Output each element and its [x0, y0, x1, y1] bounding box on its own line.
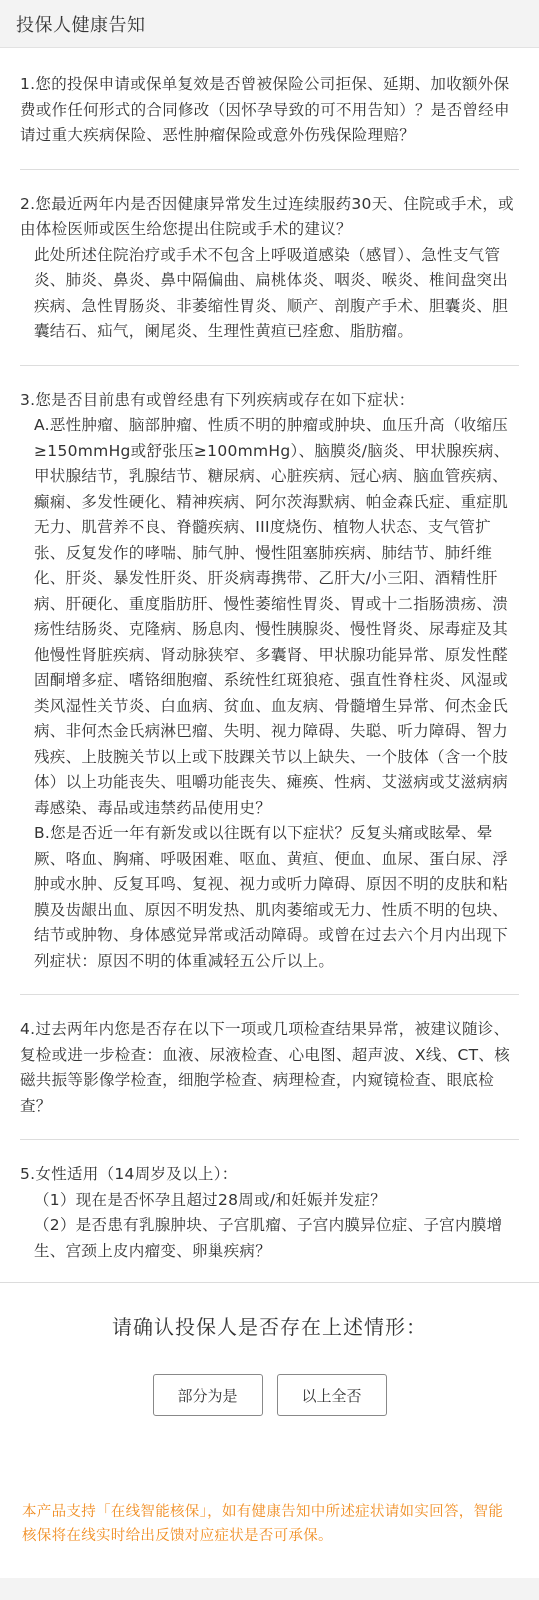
question-2-exclusions: 此处所述住院治疗或手术不包含上呼吸道感染（感冒）、急性支气管炎、肺炎、鼻炎、鼻中隔偏曲、扁桃体炎、咽炎、喉炎、椎间盘突出疾病、急性胃肠炎、非萎缩性胃炎、顺产、剖腹产手术、胆囊炎、胆囊结石、疝气，阑尾炎、生理性黄疸已痊愈、脂肪瘤。 [34, 245, 509, 340]
confirm-title: 请确认投保人是否存在上述情形： [112, 1315, 427, 1339]
page-title: 投保人健康告知 [16, 14, 146, 36]
header-bar [0, 0, 539, 48]
question-1-text: 1.您的投保申请或保单复效是否曾被保险公司拒保、延期、加收额外保费或作任何形式的合同修改（因怀孕导致的可不用告知）？是否曾经申请过重大疾病保险、恶性肿瘤保险或意外伤残保险理赔？ [20, 75, 510, 144]
notice-text: 本产品支持「在线智能核保」，如有健康告知中所述症状请如实回答，智能核保将在线实时给出反馈对应症状是否可承保。 [22, 1504, 504, 1544]
question-5-text: 5.女性适用（14周岁及以上）： [20, 1165, 238, 1183]
partial-yes-button[interactable]: 部分为是 [153, 1374, 263, 1416]
question-3-part-a: A.恶性肿瘤、脑部肿瘤、性质不明的肿瘤或肿块、血压升高（收缩压≥150mmHg或舒张压≥100mmHg）、脑膜炎/脑炎、甲状腺疾病、甲状腺结节，乳腺结节、糖尿病、心脏疾病、冠心病、脑血管疾病、癫痫、多发性硬化、精神疾病、阿尔茨海默病、帕金森氏症、重症肌无力、肌营养不良、脊髓疾病、III度烧伤、植物人状态、支气管扩张、反复发作的哮喘、肺气肿、慢性阻塞肺疾病、肺结节、肺纤维化、肝炎、暴发性肝炎、肝炎病毒携带、乙肝大/小三阳、酒精性肝病、肝硬化、重度脂肪肝、慢性萎缩性胃炎、胃或十二指肠溃疡、溃疡性结肠炎、克隆病、肠息肉、慢性胰腺炎、慢性肾炎、尿毒症及其他慢性肾脏疾病、肾动脉狭窄、多囊肾、甲状腺功能异常、原发性醛固酮增多症、嗜铬细胞瘤、系统性红斑狼疮、强直性脊柱炎、风湿或类风湿性关节炎、白血病、贫血、血友病、骨髓增生异常、何杰金氏病、非何杰金氏病淋巴瘤、失明、视力障碍、失聪、听力障碍、智力残疾、上肢腕关节以上或下肢踝关节以上缺失、一个肢体（含一个肢体）以上功能丧失、咀嚼功能丧失、瘫痪、性病、艾滋病或艾滋病病毒感染、毒品或违禁药品使用史？ [34, 416, 510, 817]
question-5-item-2: （2）是否患有乳腺肿块、子宫肌瘤、子宫内膜异位症、子宫内膜增生、宫颈上皮内瘤变、卵巢疾病？ [34, 1216, 503, 1260]
question-2 [20, 170, 519, 366]
question-4-text: 4.过去两年内您是否存在以下一项或几项检查结果异常，被建议随诊、复检或进一步检查：血液、尿液检查、心电图、超声波、X线、CT、核磁共振等影像学检查，细胞学检查、病理检查，内窥镜检查、眼底检查？ [20, 1020, 511, 1115]
answer-buttons [0, 1374, 539, 1416]
question-2-text: 2.您最近两年内是否因健康异常发生过连续服药30天、住院或手术，或由体检医师或医生给您提出住院或手术的建议？ [20, 194, 514, 238]
underwriting-notice [0, 1438, 539, 1578]
all-no-button[interactable]: 以上全否 [277, 1374, 387, 1416]
health-notice-content [0, 48, 539, 1282]
question-1 [20, 48, 519, 170]
question-3-text: 3.您是否目前患有或曾经患有下列疾病或存在如下症状： [20, 390, 415, 409]
question-4 [20, 995, 519, 1140]
question-3-part-b: B.您是否近一年有新发或以往既有以下症状？反复头痛或眩晕、晕厥、咯血、胸痛、呼吸困难、呕血、黄疸、便血、血尿、蛋白尿、浮肿或水肿、反复耳鸣、复视、视力或听力障碍、原因不明的皮肤和粘膜及齿龈出血、原因不明发热、肌肉萎缩或无力、性质不明的包块、结节或肿物、身体感觉异常或活动障碍。或曾在过去六个月内出现下列症状：原因不明的体重减轻五公斤以上。 [34, 824, 509, 970]
question-3 [20, 366, 519, 996]
question-5 [20, 1140, 519, 1282]
question-5-item-1: （1）现在是否怀孕且超过28周或/和妊娠并发症？ [34, 1190, 387, 1209]
confirm-area [0, 1283, 539, 1438]
